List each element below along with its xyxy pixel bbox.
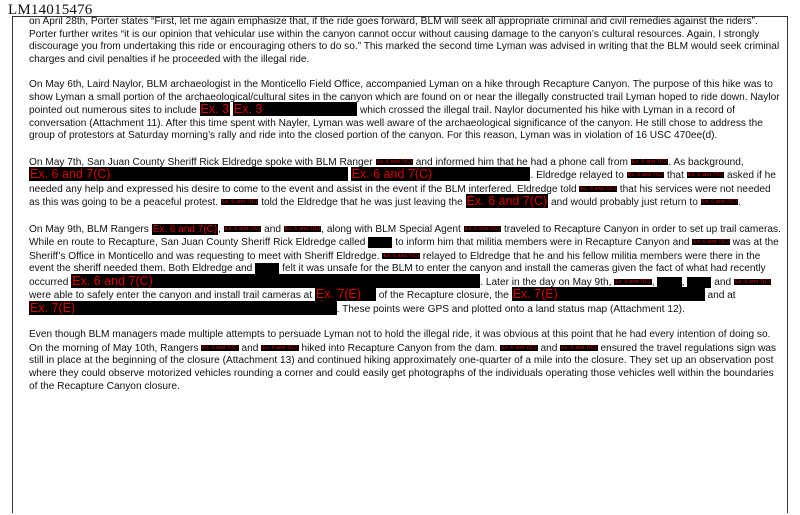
redaction-box: Ex. 6 and 7(C) [627, 172, 664, 179]
text: . These points were GPS and plotted onto a land status map (Attachment 12). [336, 304, 685, 316]
redaction-box: Ex. 7(E) [29, 301, 337, 315]
redaction-box: Ex. 6 and 7(C) [466, 194, 548, 209]
text: On May 9th, BLM Rangers [29, 223, 152, 235]
text: and at [704, 290, 736, 302]
redaction-box [657, 277, 681, 288]
text: Even though BLM managers made multiple attempts to persuade Lyman not to hold the illegal ride, it was obvious at this point that he had every intention of doing so. On the morning of May 10th, Rangers [29, 329, 771, 354]
redaction-box: Ex. 6 and 7(C) [580, 185, 616, 192]
redaction-box: Ex. 6 and 7(C) [224, 225, 261, 232]
text: . Later in the day on May 9th, [480, 276, 615, 288]
text: , along with BLM Special Agent [321, 223, 464, 235]
redaction-box: Ex. 6 and 7(C) [351, 167, 531, 181]
redaction-box: Ex. 6 and 7(C) [383, 252, 419, 259]
paragraph-may-9 [29, 223, 781, 317]
text: were able to safely enter the canyon and install trail cameras at [29, 290, 315, 302]
redaction-box: Ex. 3 [233, 102, 357, 116]
text: that [664, 170, 687, 182]
text: hiked into Recapture Canyon from the dam. [298, 342, 501, 354]
document-id: LM14015476 [8, 2, 93, 18]
text: and [261, 223, 284, 235]
redaction-box: Ex. 6 and 7(C) [152, 223, 218, 235]
text: ensured the travel regulations sign was still in place at the beginning of the closure (Attachment 13) and continued hiking approximately one-quarter of a mile into the closure. They set up an observation post where they could observe motorized vehicles rounding a corner and could easily get photographs of the individuals operating those vehicles well within the boundaries of the Recapture Canyon closure. [29, 342, 777, 392]
text: . As background, [668, 156, 744, 168]
document-body [29, 16, 781, 406]
redaction-box: Ex. 6 and 7(C) [615, 278, 651, 285]
text: to inform him that militia members were in Recapture Canyon and [392, 237, 693, 249]
text: felt it was unsafe for the BLM to enter the canyon and install the cameras given the fact of what had recently occurred [29, 263, 766, 288]
text: , [681, 276, 688, 288]
text: on April 28th, Porter states “First, let me again emphasize that, if the ride goes forward, BLM will seek all appropriate criminal and civil remedies against the riders”. Porter further writes “it is our opinion that vehicular use within the canyon cannot occur without causing damage to the canyon’s cultural resources. Again, I strongly discourage you from undertaking this ride or encouraging others to do so.” This marked the second time Lyman was advised in writing that the BLM would seek criminal charges and civil penalties if he proceeded with the illegal ride. [29, 16, 780, 65]
redaction-box [255, 263, 279, 274]
redaction-box: Ex. 6 and 7(C) [202, 344, 238, 351]
redaction-box: Ex. 6 and 7(C) [701, 199, 738, 206]
text: of the Recapture closure, the [375, 290, 512, 302]
text: , [651, 276, 658, 288]
text: and would probably just return to [548, 197, 701, 209]
text: relayed to Eldredge that he and his fellow militia members were there in the event the sheriff needed them. Both Eldredge and [29, 250, 761, 275]
redaction-box: Ex. 6 and 7(C) [262, 344, 298, 351]
redaction-box: Ex. 7(E) [315, 287, 376, 301]
redaction-box: Ex. 6 and 7(C) [561, 344, 597, 351]
text: . [738, 197, 741, 209]
text: which crossed the illegal trail. Naylor documented his hike with Lyman in a record of conversation (Attachment 11). After this time spent with Nayler, Lyman was well aware of the archaeological significance of the canyon. He still chose to address the group of protestors at Saturday morning’s rally and ride into the closed portion of the canyon. For this reason, Lyman was in violation of 16 USC 470ee(d). [29, 105, 763, 142]
redaction-box: Ex. 6 and 7(C) [376, 158, 412, 165]
paragraph-may-6 [29, 79, 781, 143]
text: traveled to Recapture Canyon in order to set up trail cameras. While en route to Recapture, San Juan County Sheriff Rick Eldredge called [29, 223, 781, 249]
text: , [218, 223, 224, 235]
redaction-box: Ex. 6 and 7(C) [29, 167, 348, 181]
text: told the Eldredge that he was just leaving the [258, 197, 466, 209]
redaction-box: Ex. 3 [200, 102, 230, 117]
text: that his services were not needed as this was going to be a peaceful protest. [29, 183, 771, 209]
text: and [711, 276, 734, 288]
redaction-box: Ex. 6 and 7(C) [501, 344, 537, 351]
paragraph-april-28 [29, 16, 781, 66]
text: . Eldredge relayed to [530, 170, 627, 182]
paragraph-may-7 [29, 156, 781, 210]
redaction-box: Ex. 6 and 7(C) [693, 239, 729, 246]
redaction-box [687, 277, 711, 288]
text: and [238, 342, 262, 354]
redaction-box: Ex. 6 and 7(C) [71, 274, 480, 288]
text: and informed him that he had a phone call from [412, 156, 631, 168]
paragraph-may-10 [29, 329, 781, 393]
redaction-box: Ex. 6 and 7(C) [734, 278, 771, 285]
redaction-box [368, 237, 392, 248]
redaction-box: Ex. 6 and 7(C) [687, 172, 724, 179]
text: and [540, 342, 561, 354]
redaction-box: Ex. 7(E) [512, 287, 705, 301]
redaction-box: Ex. 6 and 7(C) [631, 158, 668, 165]
redaction-box: Ex. 6 and 7(C) [284, 225, 321, 232]
text: was at the Sheriff’s Office in Monticello and was requesting to meet with Sheriff Eldredge. [29, 237, 779, 262]
text: On May 7th, San Juan County Sheriff Rick Eldredge spoke with BLM Ranger [29, 156, 376, 168]
redaction-box: Ex. 6 and 7(C) [464, 225, 501, 232]
document-page [12, 16, 788, 513]
redaction-box: Ex. 6 and 7(C) [221, 199, 258, 206]
text: asked if he needed any help and expressed his desire to come to the event and assist in the event if the BLM interfered. Eldredge told [29, 170, 776, 195]
text: On May 6th, Laird Naylor, BLM archaeologist in the Monticello Field Office, accompanied Lyman on a hike through Recapture Canyon. The purpose of this hike was to show Lyman a small portion of the archaeological/cultural sites in the canyon which are found on or near the illegally constructed trail Lyman hoped to ride down. Naylor pointed out numerous sites to include [29, 78, 780, 117]
